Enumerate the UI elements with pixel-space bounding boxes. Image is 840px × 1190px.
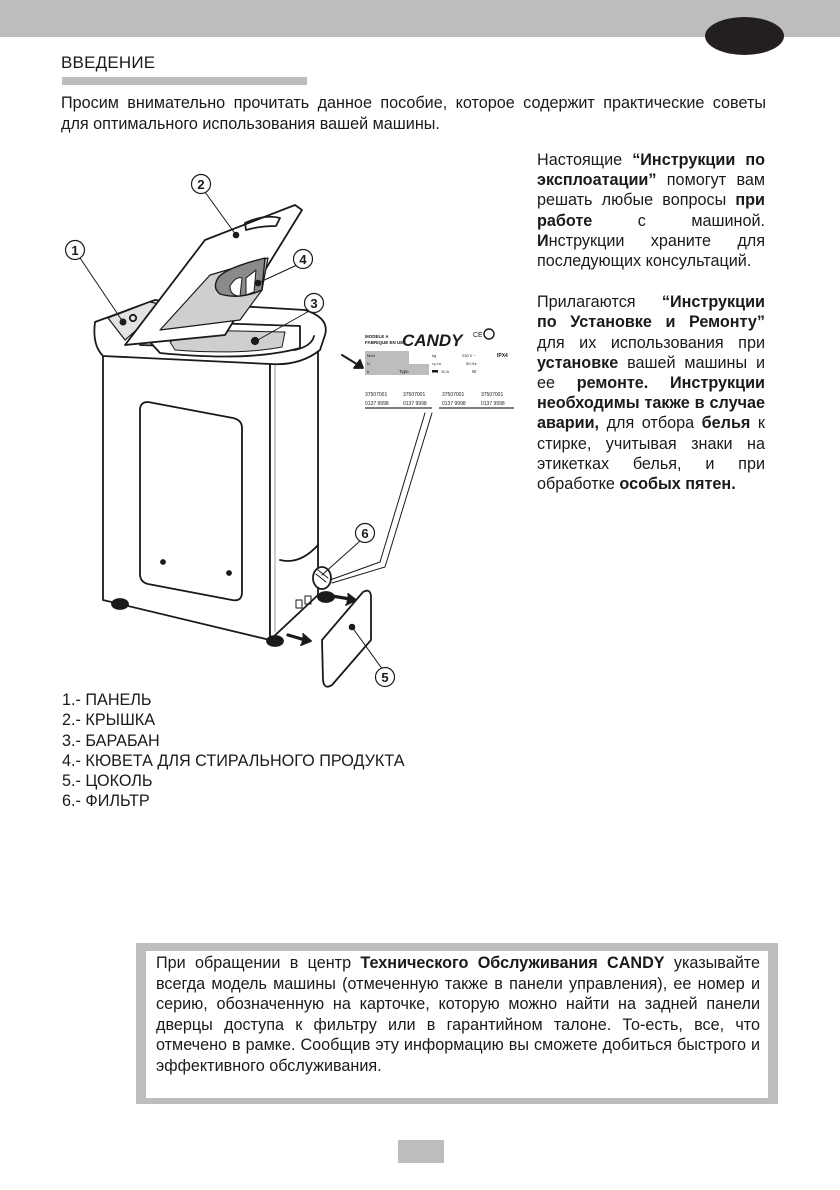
- service-notice-content: [146, 951, 768, 1098]
- washing-machine-diagram: [40, 160, 540, 700]
- callout-label: 1: [71, 243, 79, 258]
- serial-code: 37507001: [403, 392, 426, 398]
- plate-text: kg: [432, 353, 437, 358]
- section-title: ВВЕДЕНИЕ: [61, 53, 156, 72]
- plate-text: r.p.m.: [432, 361, 443, 366]
- serial-code: 37507001: [365, 392, 388, 398]
- callout-label: 2: [197, 177, 205, 192]
- callout-label: 4: [299, 252, 307, 267]
- plate-text: #: [367, 369, 370, 374]
- callout-label: 6: [361, 526, 369, 541]
- plate-text: FABRIQUE EN UE: [365, 340, 404, 345]
- intro-paragraph: [61, 93, 766, 135]
- text: При обращении в центр: [156, 954, 361, 972]
- text: для отбора: [599, 414, 702, 433]
- text: с машиной.: [592, 211, 765, 230]
- bold-text: при работе: [537, 191, 765, 230]
- callout-label: 5: [381, 670, 389, 685]
- callout-4: [294, 250, 313, 269]
- installation-instructions-paragraph: [537, 292, 765, 494]
- text: к стирке, учитывая знаки на этикетках белья, и при обработке: [537, 414, 765, 494]
- bold-text: установке: [537, 353, 619, 372]
- text: вашей машины и ее: [537, 353, 765, 393]
- rating-plate: [365, 329, 514, 408]
- serial-code: 0137 9998: [442, 401, 466, 407]
- text: Настоящие: [537, 151, 633, 169]
- parts-list-item: 5.- ЦОКОЛЬ: [62, 772, 153, 791]
- serial-code: 0137 9998: [481, 401, 505, 407]
- callout-3: [305, 294, 324, 313]
- plate-text: 50 Hz: [466, 361, 477, 366]
- bold-text: Технического Обслуживания CANDY: [360, 954, 665, 972]
- plate-text: IPX4: [497, 353, 508, 359]
- service-notice-text: [156, 953, 760, 1077]
- parts-list-item: 1.- ПАНЕЛЬ: [62, 691, 152, 709]
- plate-text: MODELE A: [365, 334, 389, 339]
- instructions-column: [537, 150, 765, 515]
- service-notice-box: [136, 943, 778, 1104]
- text: помогут вам решать любые вопросы: [537, 171, 765, 210]
- plate-text: Mod: [367, 353, 375, 358]
- callout-5: [376, 668, 395, 687]
- parts-list-item: 4.- КЮВЕТА ДЛЯ СТИРАЛЬНОГО ПРОДУКТА: [62, 751, 405, 770]
- callout-label: 3: [310, 296, 318, 311]
- parts-list: [62, 690, 405, 812]
- plate-text: Type: [399, 369, 409, 374]
- brand-logo: CANDY: [402, 331, 463, 350]
- text: Прилагаются: [537, 293, 662, 312]
- plate-text: W: [472, 369, 477, 374]
- plate-text: 230 V ~: [462, 353, 476, 358]
- bold-text: “Инструкции по Установке и Ремонту”: [537, 293, 765, 332]
- serial-code: 37507001: [442, 392, 465, 398]
- parts-list-item: 3.- БАРАБАН: [62, 731, 160, 750]
- callout-1: [66, 241, 85, 260]
- parts-list-item: 2.- КРЫШКА: [62, 711, 156, 730]
- serial-code: 0137 9998: [403, 401, 427, 407]
- bold-text: белья: [701, 414, 751, 433]
- page-number-tab: [398, 1140, 444, 1163]
- bold-text: особых пятен.: [619, 475, 736, 494]
- approval-mark-icon: [484, 329, 494, 339]
- bold-text: И: [537, 231, 549, 250]
- ce-mark: CE: [473, 332, 483, 339]
- operating-instructions-paragraph: [537, 150, 765, 271]
- plate-text: N: [367, 361, 370, 366]
- text: для их использования при: [537, 333, 765, 352]
- callout-6: [356, 524, 375, 543]
- bold-text: “Инструкции по эксплоатации”: [537, 151, 765, 190]
- serial-code: 0137 9998: [365, 401, 389, 407]
- plate-text: 10 A: [441, 369, 450, 374]
- language-marker: [705, 17, 784, 55]
- text: нструкции храните для последующих консультаций.: [537, 231, 765, 271]
- intro-text: Просим внимательно прочитать данное пособие, которое содержит практические советы для оптимального использования вашей машины.: [61, 94, 766, 133]
- title-underline-bar: [62, 77, 307, 85]
- text: указывайте всегда модель машины (отмеченную также в панели управления), ее номер и серию, обозначенную на карточке, которую можно найти на задней панели дверцы доступа к фильтру или в гарантийном талоне. То-есть, все, что отмечено в рамке. Сообщив эту информацию вы сможете добиться быстрого и эффективного обслуживания.: [156, 954, 760, 1075]
- parts-list-item: 6.- ФИЛЬТР: [62, 792, 150, 811]
- bold-text: ремонте. Инструкции необходимы также в случае аварии,: [537, 374, 765, 433]
- callout-2: [192, 175, 211, 194]
- serial-code: 37507001: [481, 392, 504, 398]
